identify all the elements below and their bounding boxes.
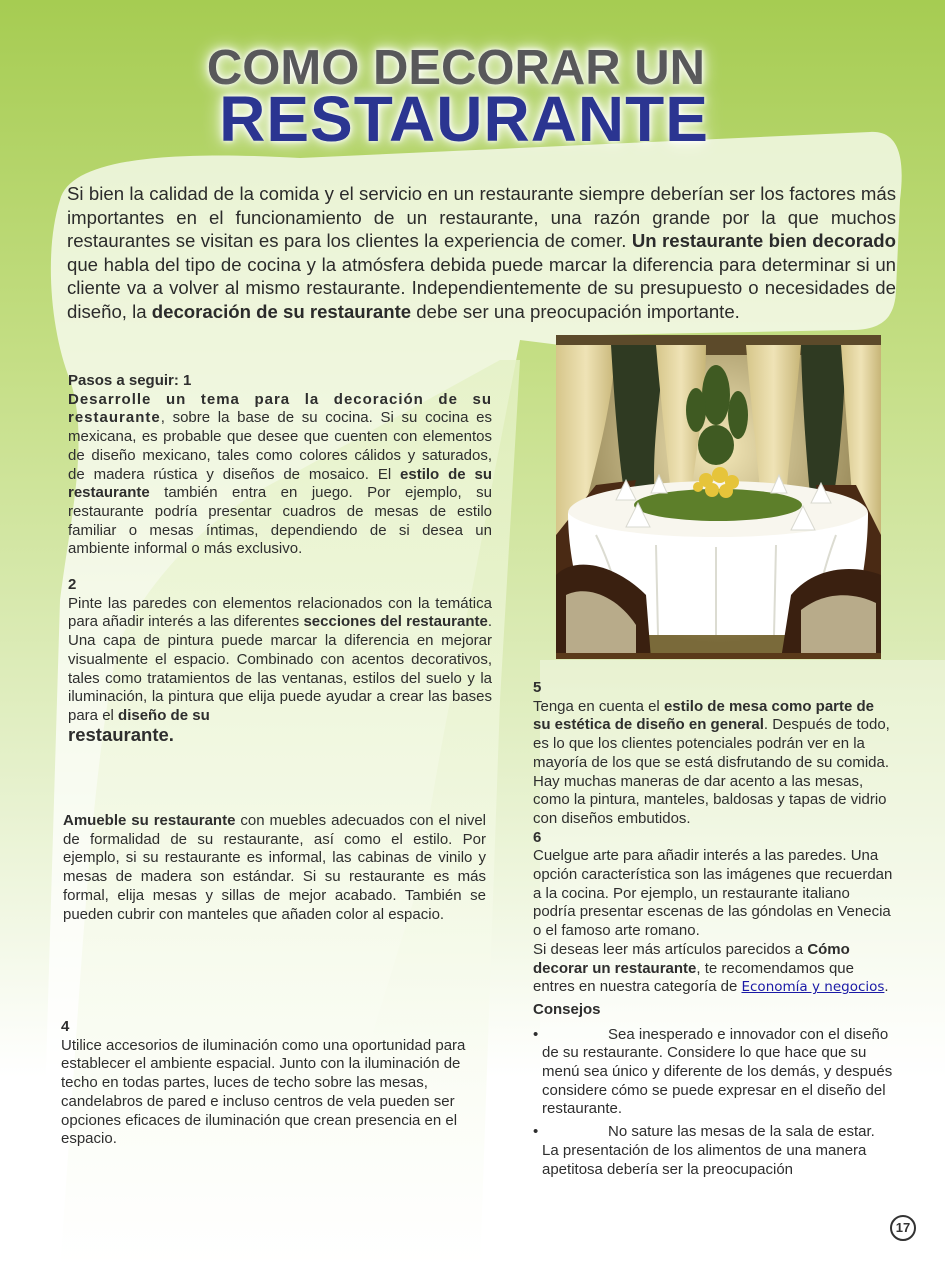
intro-paragraph: Si bien la calidad de la comida y el servicio en un restaurante siempre deberían ser los factores más importantes en el funcionamiento de un restaurante, una razón grande por la que muchos restaurantes se visitan es para los clientes la experiencia de comer. Un restaurante bien decorado que habla del tipo de cocina y la atmósfera debida puede marcar la diferencia para determinar si un cliente va a volver al mismo restaurante. Independientemente de su presupuesto o necesidades de diseño, la decoración de su restaurante debe ser una preocupación importante. bbox=[67, 183, 896, 322]
step-4-number: 4 bbox=[61, 1018, 70, 1035]
step-4-text: Utilice accesorios de iluminación como una oportunidad para establecer el ambiente espacial. Junto con la iluminación de techo en todas partes, luces de techo sobre las mesas, candelabros de pared e incluso centros de vela pueden ser opciones eficaces de iluminación que crean presencia en el espacio. bbox=[61, 1036, 466, 1148]
tips-heading: Consejos bbox=[533, 1000, 601, 1018]
step-6-number: 6 bbox=[533, 828, 542, 846]
page-title-line2: RESTAURANTE bbox=[219, 83, 709, 155]
bullet-icon: • bbox=[533, 1123, 539, 1141]
step-1-text: Desarrolle un tema para la decoración de su restaurante, sobre la base de su cocina. Si su cocina es mexicana, es probable que desee que cuenten con elementos de diseño mexicano, tales como colores cálidos y saturados, de madera rústica y diseños de mosaico. El estilo de su restaurante también entra en juego. Por ejemplo, su restaurante podría presentar cuadros de mesas de estilo familiar o mesas íntimas, dependiendo de si desea un ambiente informal o más exclusivo. bbox=[68, 390, 493, 558]
tip-item: • Sea inesperado e innovador con el diseño de su restaurante. Considere lo que hace que su menú sea único y diferente de los demás, y después considere cómo se puede expresar en el diseño del restaurante. bbox=[533, 1025, 893, 1118]
step-3-text: Amueble su restaurante con muebles adecuados con el nivel de formalidad de su restaurante, así como el estilo. Por ejemplo, si su restaurante es informal, las cabinas de vinilo y mesas de madera son estándar. Si su restaurante es más formal, elija mesas y sillas de mejor acabado. También se pueden cubrir con manteles que añaden color al espacio. bbox=[63, 812, 486, 923]
step-1-section bbox=[68, 372, 492, 559]
step-2-text: Pinte las paredes con elementos relacionados con la temática para añadir interés a las diferentes secciones del restaurante. Una capa de pintura puede marcar la diferencia en mejorar visualmente el espacio. Combinado con acentos decorativos, tales como tratamientos de las ventanas, estilos del suelo y la iluminación, la pintura que elija puede ayudar a crear las bases para el diseño de su restaurante. bbox=[68, 594, 492, 745]
category-link[interactable]: Economía y negocios bbox=[741, 979, 885, 996]
step-5-text: Tenga en cuenta el estilo de mesa como parte de su estética de diseño en general. Después de todo, es lo que los clientes potenciales podrán ver en la mayoría de los que se está disfrutando de su comida. Hay muchas maneras de dar acento a las mesas, como la pintura, manteles, baldosas y tapas de vidrio con diseños embutidos. bbox=[533, 697, 890, 827]
bullet-icon: • bbox=[533, 1025, 539, 1043]
steps-heading: Pasos a seguir: 1 bbox=[68, 372, 192, 389]
step-4-section bbox=[61, 1018, 497, 1149]
restaurant-dining-table-photo bbox=[556, 335, 881, 659]
step-6-text: Cuelgue arte para añadir interés a las paredes. Una opción característica son las imágenes que recuerdan a la cocina. Por ejemplo, un restaurante italiano podría presentar escenas de las góndolas en Venecia o el famoso arte romano. bbox=[533, 847, 893, 940]
tip-item: • No sature las mesas de la sala de estar. La presentación de los alimentos de una manera apetitosa debería ser la preocupación bbox=[533, 1123, 875, 1178]
page-number: 17 bbox=[890, 1215, 916, 1241]
step-2-number: 2 bbox=[68, 576, 77, 593]
step-5-number: 5 bbox=[533, 679, 542, 696]
step-2-section bbox=[68, 576, 492, 746]
more-articles-text: Si deseas leer más artículos parecidos a Cómo decorar un restaurante, te recomendamos que entres en nuestra categoría de Economía y negocios. bbox=[533, 940, 889, 996]
page-title-line1: COMO DECORAR UN bbox=[206, 41, 706, 95]
step-5-section bbox=[533, 679, 893, 1179]
step-3-section bbox=[63, 812, 486, 924]
